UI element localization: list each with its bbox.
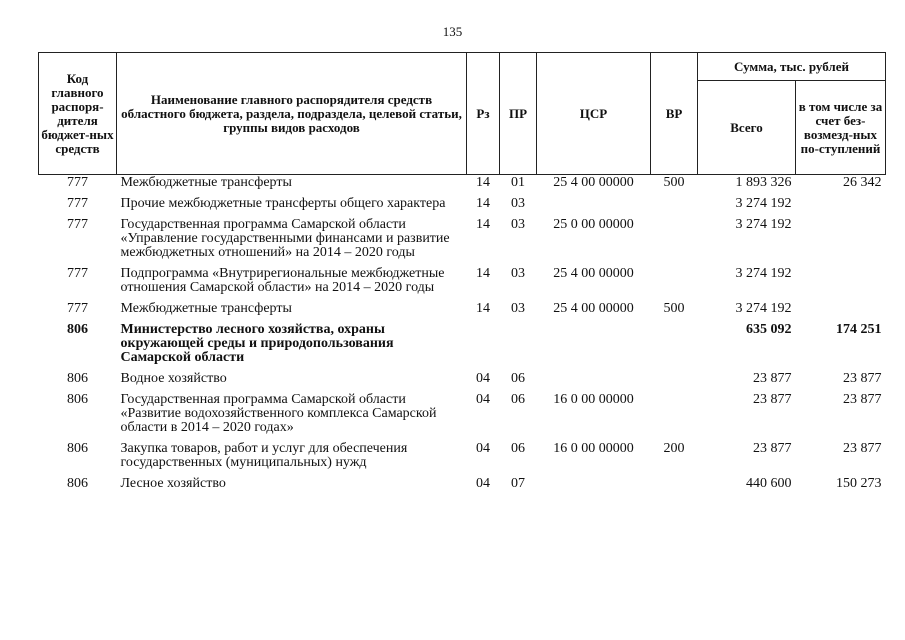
cell-rz: 04 [476,476,490,491]
header-rz: Рз [467,53,500,175]
table-row [39,217,886,266]
cell-name: Прочие межбюджетные трансферты общего характера [120,196,446,211]
cell-total: 635 092 [746,322,792,337]
cell-code: 777 [67,301,88,316]
cell-rz: 14 [476,196,490,211]
cell-name: Государственная программа Самарской области «Управление государственными финансами и развитие межбюджетных отношений» на 2014 – 2020 годы [120,217,450,260]
table-row [39,441,886,476]
table-row [39,301,886,322]
header-code: Код главного распоря-дителя бюджет-ных средств [39,53,117,175]
cell-name: Министерство лесного хозяйства, охраны окружающей среды и природопользования Самарской области [120,322,394,365]
cell-code: 777 [67,217,88,232]
cell-rz: 14 [476,301,490,316]
cell-csr [537,476,651,497]
cell-total: 3 274 192 [735,196,792,211]
table-header [39,53,886,175]
cell-code: 806 [67,371,88,386]
cell-rz [467,322,500,371]
page-number: 135 [442,24,463,39]
cell-pr [500,322,537,371]
header-total: Всего [698,81,796,175]
cell-code: 777 [67,175,88,190]
header-vr: ВР [651,53,698,175]
cell-rz: 04 [476,371,490,386]
cell-total: 3 274 192 [735,217,792,232]
cell-vr [651,392,698,441]
cell-pr: 03 [511,301,525,316]
budget-table [38,52,886,497]
cell-vr [651,371,698,392]
cell-code: 777 [67,266,88,281]
cell-code: 777 [67,196,88,211]
cell-total: 23 877 [753,371,792,386]
cell-name: Закупка товаров, работ и услуг для обеспечения государственных (муниципальных) нужд [120,441,408,470]
cell-grants: 26 342 [843,175,882,190]
cell-vr [651,266,698,301]
cell-code: 806 [67,476,88,491]
cell-grants: 150 273 [836,476,882,491]
header-sum: Сумма, тыс. рублей [698,53,886,81]
cell-grants: 23 877 [843,392,882,407]
table-row [39,266,886,301]
cell-vr [651,196,698,217]
cell-csr [537,322,651,371]
cell-name: Межбюджетные трансферты [120,301,292,316]
cell-vr [651,322,698,371]
cell-grants [796,196,886,217]
cell-pr: 03 [511,266,525,281]
cell-vr: 500 [663,301,685,316]
cell-pr: 06 [511,392,525,407]
cell-vr [651,217,698,266]
cell-name: Государственная программа Самарской области «Развитие водохозяйственного комплекса Самарской области в 2014 – 2020 годах» [120,392,437,435]
table-row [39,322,886,371]
cell-csr [537,196,651,217]
cell-code: 806 [67,322,88,337]
cell-pr: 03 [511,217,525,232]
cell-vr [651,476,698,497]
cell-vr: 500 [663,175,685,190]
header-csr: ЦСР [537,53,651,175]
cell-name: Водное хозяйство [120,371,227,386]
cell-pr: 01 [511,175,525,190]
cell-rz: 04 [476,441,490,456]
header-pr: ПР [500,53,537,175]
cell-name: Межбюджетные трансферты [120,175,292,190]
header-grants: в том числе за счет без-возмезд-ных по-ступлений [796,81,886,175]
cell-total: 440 600 [746,476,792,491]
cell-csr: 25 4 00 00000 [553,266,634,281]
table-row [39,196,886,217]
cell-grants [796,301,886,322]
cell-grants: 23 877 [843,371,882,386]
cell-csr: 25 4 00 00000 [553,175,634,190]
cell-rz: 04 [476,392,490,407]
cell-total: 23 877 [753,441,792,456]
table-row [39,175,886,197]
cell-total: 3 274 192 [735,266,792,281]
cell-pr: 07 [511,476,525,491]
cell-pr: 06 [511,441,525,456]
cell-rz: 14 [476,266,490,281]
cell-total: 1 893 326 [735,175,792,190]
table-row [39,392,886,441]
header-name: Наименование главного распорядителя средств областного бюджета, раздела, подраздела, целевой статьи, группы видов расходов [117,53,467,175]
cell-csr: 25 4 00 00000 [553,301,634,316]
cell-pr: 06 [511,371,525,386]
cell-name: Лесное хозяйство [120,476,226,491]
cell-pr: 03 [511,196,525,211]
cell-grants: 23 877 [843,441,882,456]
cell-vr: 200 [663,441,685,456]
cell-rz: 14 [476,175,490,190]
cell-code: 806 [67,441,88,456]
cell-total: 23 877 [753,392,792,407]
cell-csr: 25 0 00 00000 [553,217,634,232]
cell-total: 3 274 192 [735,301,792,316]
table-row [39,476,886,497]
cell-grants [796,266,886,301]
cell-csr [537,371,651,392]
cell-grants [796,217,886,266]
cell-name: Подпрограмма «Внутрирегиональные межбюджетные отношения Самарской области» на 2014 – 2020 годы [120,266,445,295]
table-row [39,371,886,392]
cell-code: 806 [67,392,88,407]
cell-csr: 16 0 00 00000 [553,392,634,407]
table-body [39,175,886,498]
cell-grants: 174 251 [836,322,882,337]
cell-csr: 16 0 00 00000 [553,441,634,456]
cell-rz: 14 [476,217,490,232]
